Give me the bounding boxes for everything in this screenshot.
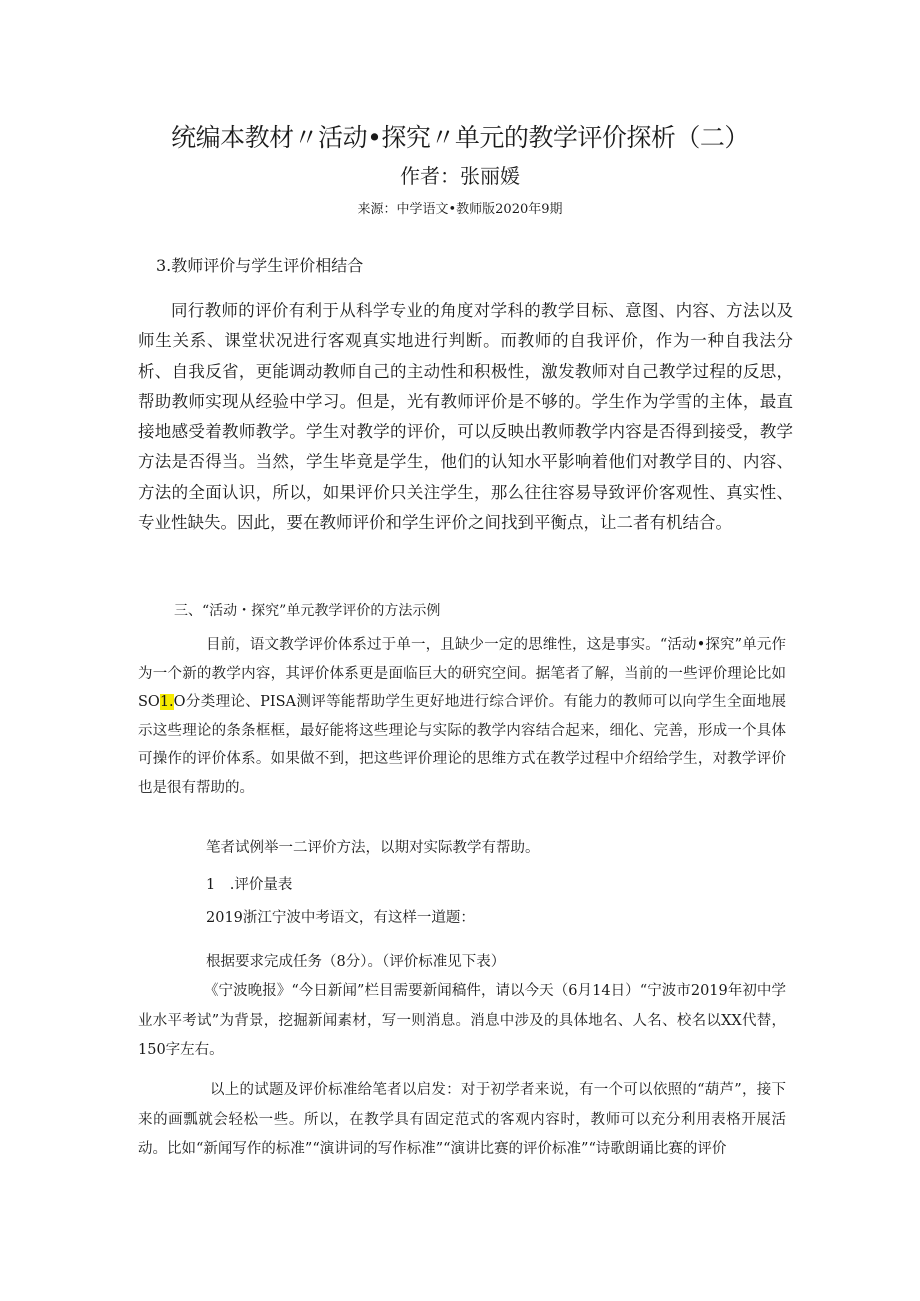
article-author: 作者：张丽媛 bbox=[400, 164, 520, 188]
paragraph-text-end: O分类理论、PISA测评等能帮助学生更好地进行综合评价。有能力的教师可以向学生全面地展示这些理论的条条框框，最好能将这些理论与实际的教学内容结合起来，细化、完善，形成一个具体可操作的评价体系。如果做不到，把这些评价理论的思维方式在教学过程中介绍给学生，对教学评价也是很有帮助的。 bbox=[138, 694, 786, 796]
subheading-teacher-student-evaluation: 3.教师评价与学生评价相结合 bbox=[156, 256, 364, 275]
paragraph-text-start: 目前，语文教学评价体系过于单一，且缺少一定的思维性，这是事实。“活动•探究”单元作为一个新的教学内容，其评价体系更是面临巨大的研究空间。据笔者了解，当前的一些评价理论比如SO bbox=[138, 637, 786, 711]
method-intro-line: 笔者试例举一二评价方法，以期对实际教学有帮助。 bbox=[206, 840, 540, 856]
paragraph-evaluation-theories bbox=[138, 631, 786, 803]
paragraph-exam-question: 《宁波晚报》“今日新闻”栏目需要新闻稿件，请以今天（6月14日）“宁波市2019年初中学业水平考试”为背景，挖掘新闻素材，写一则消息。消息中涉及的具体地名、人名、校名以XX代替，150字左右。 bbox=[138, 983, 786, 1058]
article-title: 统编本教材〃活动•探究〃单元的教学评价探析（二） bbox=[171, 123, 749, 152]
paragraph-evaluation-balance: 同行教师的评价有利于从科学专业的角度对学科的教学目标、意图、内容、方法以及师生关系、课堂状况进行客观真实地进行判断。而教师的自我评价，作为一种自我法分析、自我反省，更能调动教师自己的主动性和积极性，激发教师对自己教学过程的反思，帮助教师实现从经验中学习。但是，光有教师评价是不够的。学生作为学雪的主体，最直接地感受着教师教学。学生对教学的评价，可以反映出教师教学内容是否得到接受，教学方法是否得当。当然，学生毕竟是学生，他们的认知水平影响着他们对教学目的、内容、方法的全面认识，所以，如果评价只关注学生，那么往往容易导致评价客观性、真实性、专业性缺失。因此，要在教师评价和学生评价之间找到平衡点，让二者有机结合。 bbox=[138, 301, 793, 533]
section-heading-method-examples: 三、“活动・探究”单元教学评价的方法示例 bbox=[174, 603, 441, 619]
article-source: 来源：中学语文•教师版2020年9期 bbox=[357, 202, 563, 217]
paragraph-inspiration: 以上的试题及评价标准给笔者以启发：对于初学者来说，有一个可以依照的“葫芦”，接下来的画瓢就会轻松一些。所以，在教学具有固定范式的客观内容时，教师可以充分利用表格开展活动。比如“新闻写作的标准”“演讲词的写作标准”“演讲比赛的评价标准”“诗歌朗诵比赛的评价 bbox=[138, 1082, 786, 1157]
exam-intro-line: 2019浙江宁波中考语文，有这样一道题： bbox=[206, 910, 475, 926]
task-requirement-line: 根据要求完成任务（8分）。（评价标准见下表） bbox=[206, 954, 506, 970]
highlighted-text: 1. bbox=[159, 694, 174, 711]
list-item-rating-scale: 1 .评价量表 bbox=[206, 877, 293, 893]
